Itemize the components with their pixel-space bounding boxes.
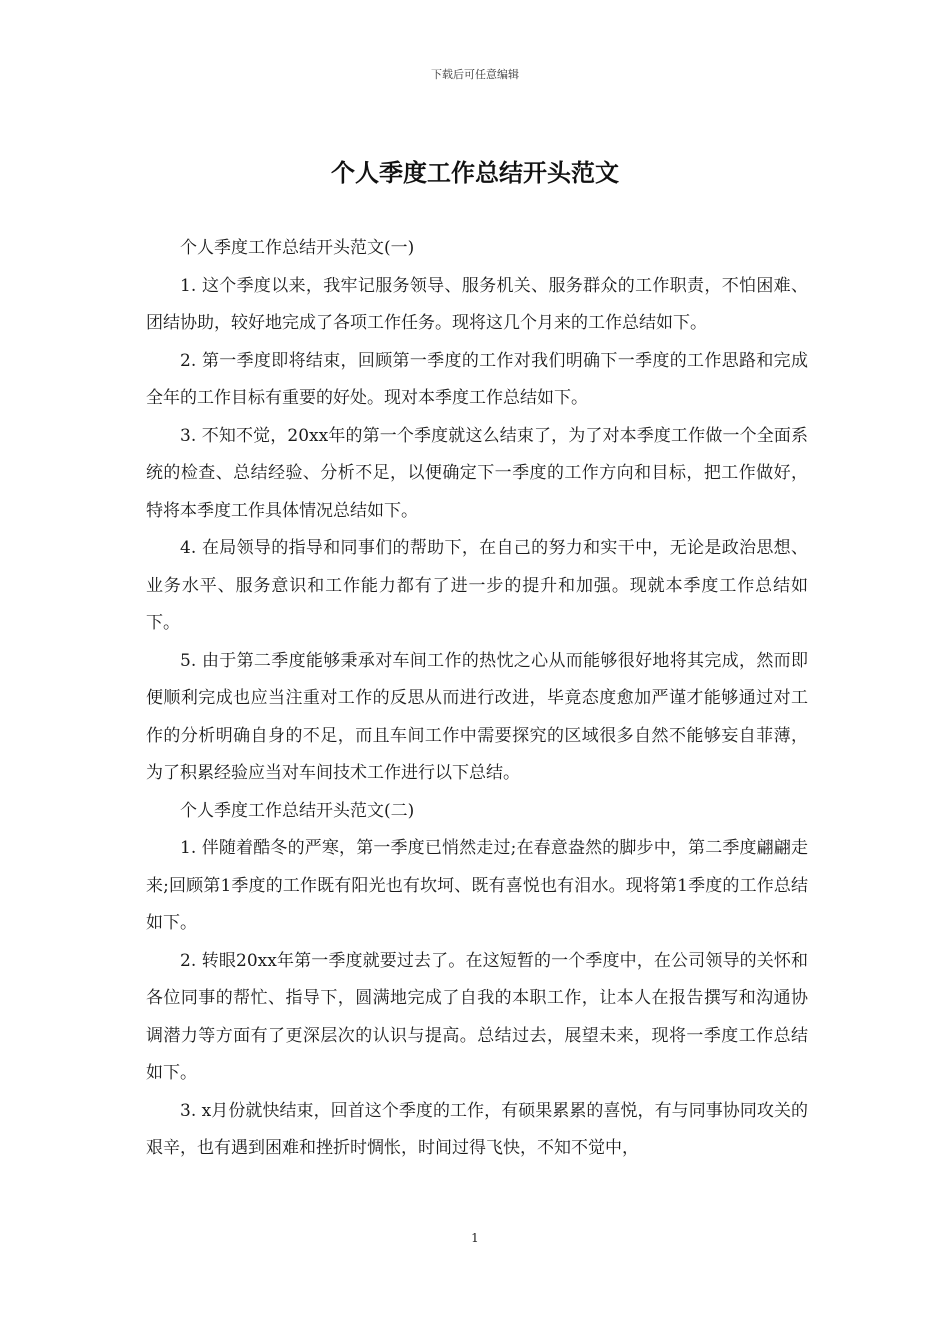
page-number: 1 — [471, 1231, 479, 1245]
paragraph: 4. 在局领导的指导和同事们的帮助下，在自己的努力和实干中，无论是政治思想、业务水平、服务意识和工作能力都有了进一步的提升和加强。现就本季度工作总结如下。 — [146, 538, 808, 633]
paragraph: 1. 伴随着酷冬的严寒，第一季度已悄然走过;在春意盎然的脚步中，第二季度翩翩走来;回顾第1季度的工作既有阳光也有坎坷、既有喜悦也有泪水。现将第1季度的工作总结如下。 — [146, 838, 808, 933]
paragraph: 2. 第一季度即将结束，回顾第一季度的工作对我们明确下一季度的工作思路和完成全年的工作目标有重要的好处。现对本季度工作总结如下。 — [146, 350, 808, 408]
section-heading-1: 个人季度工作总结开头范文(一) — [180, 238, 415, 258]
paragraph: 3. x月份就快结束，回首这个季度的工作，有硕果累累的喜悦，有与同事协同攻关的艰辛，也有遇到困难和挫折时惆怅，时间过得飞快，不知不觉中， — [146, 1100, 808, 1158]
document-body — [146, 230, 808, 1168]
paragraph: 1. 这个季度以来，我牢记服务领导、服务机关、服务群众的工作职责，不怕困难、团结协助，较好地完成了各项工作任务。现将这几个月来的工作总结如下。 — [146, 275, 808, 333]
document-title: 个人季度工作总结开头范文 — [331, 158, 619, 187]
section-heading-2: 个人季度工作总结开头范文(二) — [180, 800, 415, 821]
paragraph: 3. 不知不觉，20xx年的第一个季度就这么结束了，为了对本季度工作做一个全面系统的检查、总结经验、分析不足，以便确定下一季度的工作方向和目标，把工作做好，特将本季度工作具体情况总结如下。 — [146, 425, 808, 521]
paragraph: 5. 由于第二季度能够秉承对车间工作的热忱之心从而能够很好地将其完成，然而即便顺利完成也应当注重对工作的反思从而进行改进，毕竟态度愈加严谨才能够通过对工作的分析明确自身的不足，而且车间工作中需要探究的区域很多自然不能够妄自菲薄，为了积累经验应当对车间技术工作进行以下总结。 — [146, 650, 808, 783]
page-header-note: 下载后可任意编辑 — [431, 68, 519, 81]
paragraph: 2. 转眼20xx年第一季度就要过去了。在这短暂的一个季度中，在公司领导的关怀和各位同事的帮忙、指导下，圆满地完成了自我的本职工作，让本人在报告撰写和沟通协调潜力等方面有了更深层次的认识与提高。总结过去，展望未来，现将一季度工作总结如下。 — [146, 950, 808, 1083]
